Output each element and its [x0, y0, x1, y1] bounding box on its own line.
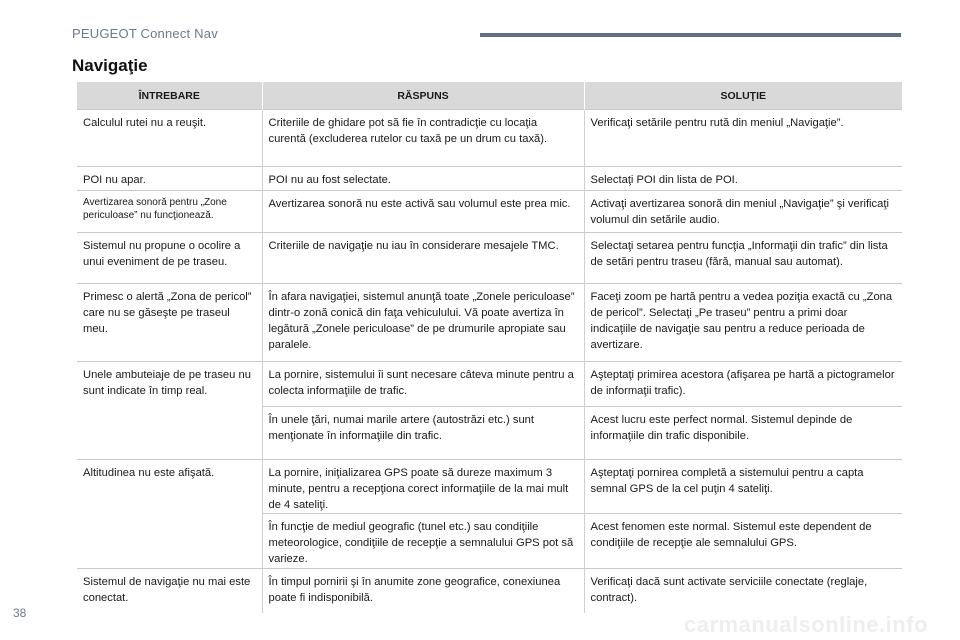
table-row [77, 407, 902, 460]
table-row [77, 110, 902, 167]
table-row [77, 167, 902, 191]
table-row [77, 460, 902, 514]
solution-cell: Acest lucru este perfect normal. Sistemul depinde de informaţiile din trafic disponibile. [584, 407, 902, 460]
answer-cell: POI nu au fost selectate. [262, 167, 584, 191]
table-row [77, 569, 902, 613]
solution-cell: Verificaţi setările pentru rută din meniul „Navigaţie”. [584, 110, 902, 167]
solution-cell: Verificaţi dacă sunt activate serviciile conectate (reglaje, contract). [584, 569, 902, 613]
answer-cell: În unele ţări, numai marile artere (autostrăzi etc.) sunt menţionate în informaţiile din trafic. [262, 407, 584, 460]
question-cell: Unele ambuteiaje de pe traseu nu sunt indicate în timp real. [77, 362, 262, 407]
question-cell: Sistemul nu propune o ocolire a unui eveniment de pe traseu. [77, 233, 262, 284]
column-header-solution: SOLUŢIE [584, 82, 902, 110]
question-cell: Avertizarea sonoră pentru „Zone periculoase” nu funcţionează. [77, 191, 262, 233]
column-header-answer: RĂSPUNS [262, 82, 584, 110]
header-divider [480, 33, 901, 37]
question-cell [77, 514, 262, 569]
table-row [77, 284, 902, 362]
question-cell: Primesc o alertă „Zona de pericol” care nu se găseşte pe traseul meu. [77, 284, 262, 362]
question-cell: Sistemul de navigaţie nu mai este conectat. [77, 569, 262, 613]
answer-cell: La pornire, iniţializarea GPS poate să dureze maximum 3 minute, pentru a recepţiona corect informaţiile de la mai mult de 4 sateliţi. [262, 460, 584, 514]
solution-cell: Faceţi zoom pe hartă pentru a vedea poziţia exactă cu „Zona de pericol”. Selectaţi „Pe traseu” pentru a primi doar indicaţiile de navigaţie sau pentru a reduce perioada de avertizare. [584, 284, 902, 362]
running-header-title: PEUGEOT Connect Nav [72, 26, 218, 41]
page-number: 38 [13, 606, 27, 620]
question-cell: POI nu apar. [77, 167, 262, 191]
troubleshooting-table [77, 82, 902, 613]
watermark: carmanualsonline.info [684, 612, 928, 637]
table-row [77, 233, 902, 284]
table-row [77, 514, 902, 569]
answer-cell: În afara navigaţiei, sistemul anunţă toate „Zonele periculoase” dintr-o zonă conică din faţa vehiculului. Vă poate avertiza în legătură „Zonele periculoase” de pe drumurile apropiate sau paralele. [262, 284, 584, 362]
solution-cell: Aşteptaţi primirea acestora (afişarea pe hartă a pictogramelor de informaţii trafic). [584, 362, 902, 407]
answer-cell: Criteriile de ghidare pot să fie în contradicţie cu locaţia curentă (excluderea rutelor cu taxă pe un drum cu taxă). [262, 110, 584, 167]
table-row [77, 191, 902, 233]
solution-cell: Acest fenomen este normal. Sistemul este dependent de condiţiile de recepţie ale semnalului GPS. [584, 514, 902, 569]
table-row [77, 362, 902, 407]
solution-cell: Selectaţi setarea pentru funcţia „Informaţii din trafic” din lista de setări pentru traseu (fără, manual sau automat). [584, 233, 902, 284]
solution-cell: Aşteptaţi pornirea completă a sistemului pentru a capta semnal GPS de la cel puţin 4 sateliţi. [584, 460, 902, 514]
answer-cell: În timpul pornirii şi în anumite zone geografice, conexiunea poate fi indisponibilă. [262, 569, 584, 613]
answer-cell: În funcţie de mediul geografic (tunel etc.) sau condiţiile meteorologice, condiţiile de recepţie a semnalului GPS pot să varieze. [262, 514, 584, 569]
table-header-row [77, 82, 902, 110]
section-title: Navigaţie [72, 56, 148, 75]
question-cell: Altitudinea nu este afişată. [77, 460, 262, 514]
column-header-question: ÎNTREBARE [77, 82, 262, 110]
solution-cell: Activaţi avertizarea sonoră din meniul „Navigaţie” şi verificaţi volumul din setările audio. [584, 191, 902, 233]
answer-cell: Criteriile de navigaţie nu iau în considerare mesajele TMC. [262, 233, 584, 284]
answer-cell: Avertizarea sonoră nu este activă sau volumul este prea mic. [262, 191, 584, 233]
answer-cell: La pornire, sistemului îi sunt necesare câteva minute pentru a colecta informaţiile de trafic. [262, 362, 584, 407]
question-cell: Calculul rutei nu a reuşit. [77, 110, 262, 167]
solution-cell: Selectaţi POI din lista de POI. [584, 167, 902, 191]
question-cell [77, 407, 262, 460]
